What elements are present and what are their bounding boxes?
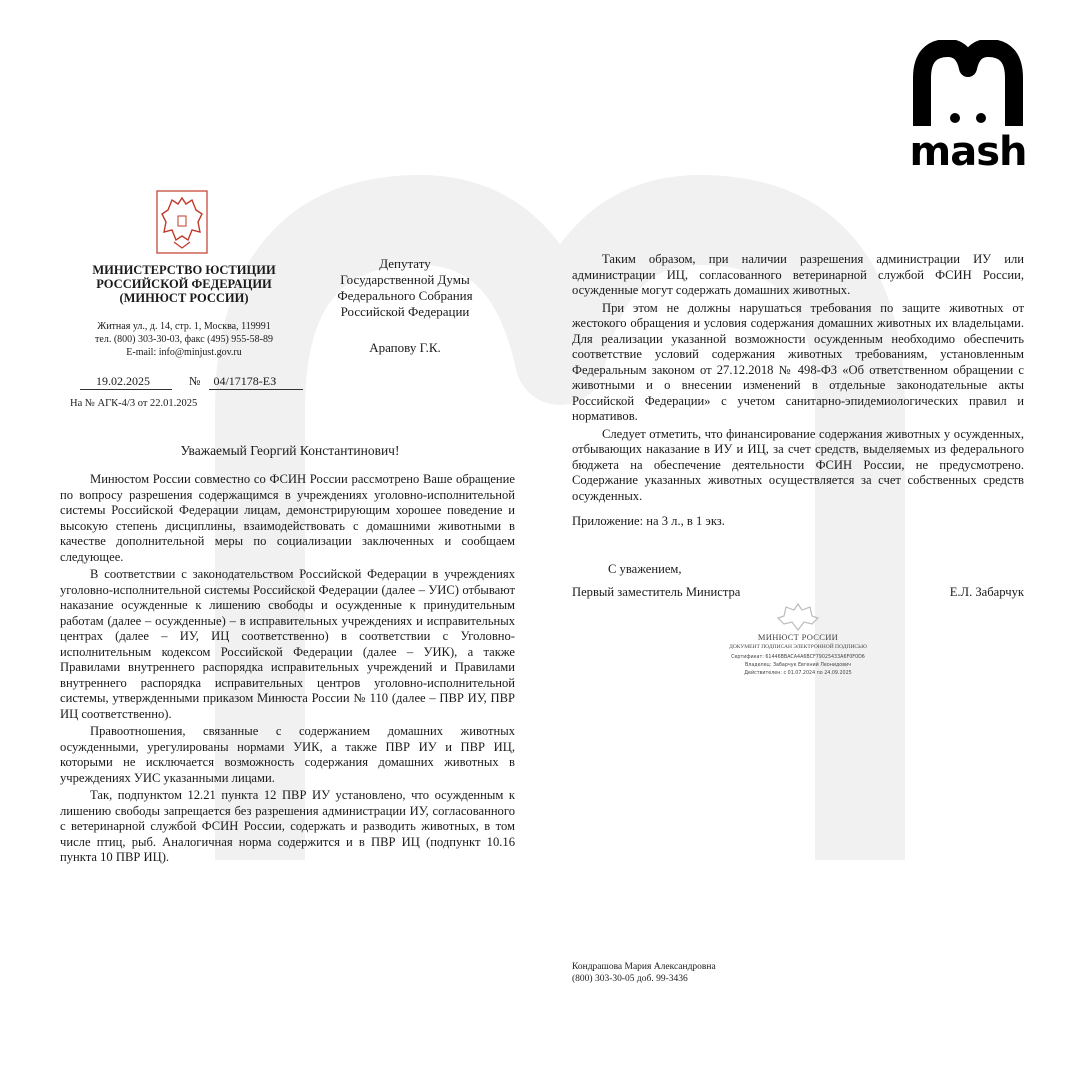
- executor-info: [572, 961, 716, 985]
- letter-body-left: [60, 472, 515, 868]
- signer-name: Е.Л. Забарчук: [949, 585, 1024, 599]
- ministry-header: [80, 263, 288, 305]
- paragraph: В соответствии с законодательством Российской Федерации в учреждениях уголовно-исполнительной системы Российской Федерации (далее – УИС) отбывают наказание осужденные к лишению свободы и осужденные к принудительным работам (далее – осужденные) – в исправительных учреждениях и исправительных центрах (далее – ИУ, ИЦ соответственно) в соответствии с Уголовно-исполнительным кодексом Российской Федерации (далее – УИК), а также Правилами внутреннего распорядка исправительных учреждений и Правилами внутреннего распорядка исправительных центров уголовно-исполнительной системы, утвержденными приказом Минюста России № 110 (далее – ПВР ИУ, ПВР ИЦ соответственно).: [60, 567, 515, 721]
- addressee-line: Государственной Думы: [340, 272, 470, 287]
- paragraph: Минюстом России совместно со ФСИН России рассмотрено Ваше обращение по вопросу разрешения содержащимся в учреждениях уголовно-исполнительной системы Российской Федерации лицам, демонстрирующим хорошее поведение и высокую степень дисциплины, взаимодействовать с домашними животными в качестве дополнительной меры по социализации заключенных и сообщаем следующее.: [60, 472, 515, 564]
- ministry-line: РОССИЙСКОЙ ФЕДЕРАЦИИ: [96, 277, 272, 291]
- addressee-line: Федерального Собрания: [337, 288, 473, 303]
- address-line: тел. (800) 303-30-03, факс (495) 955-58-89: [95, 334, 273, 345]
- paragraph: Таким образом, при наличии разрешения администрации ИУ или администрации ИЦ, согласованного ветеринарной службой ФСИН России, осужденные могут содержать домашних животных.: [572, 252, 1024, 297]
- addressee-line: Российской Федерации: [340, 304, 470, 319]
- paragraph: Так, подпунктом 12.21 пункта 12 ПВР ИУ установлено, что осужденным к лишению свободы запрещается без разрешения администрации ИУ, согласованного с ветеринарной службой ФСИН России, содержать и разводить животных, в том числе птиц, рыб. Аналогичная норма содержится и в ПВР ИЦ (подпункт 10.16 пункта 10 ПВР ИЦ).: [60, 788, 515, 864]
- executor-name: Кондрашова Мария Александровна: [572, 962, 716, 972]
- registration-line: [80, 374, 303, 390]
- reference-line: На № АГК-4/3 от 22.01.2025: [70, 398, 198, 409]
- stamp-certificate: Сертификат: 61446BBACA4A6BCF79025433A6F0F0D6: [731, 655, 865, 660]
- stamp-owner: Владелец: Забарчук Евгений Леонидович: [744, 663, 852, 668]
- number-sign: №: [189, 374, 201, 388]
- stamp-org: МИНЮСТ РОССИИ: [757, 632, 839, 642]
- addressee-line: Депутату: [379, 256, 431, 271]
- executor-phone: (800) 303-30-05 доб. 99-3436: [572, 974, 688, 984]
- mash-logo: [908, 40, 1028, 180]
- signer-title: Первый заместитель Министра: [572, 585, 741, 599]
- paragraph: Следует отметить, что финансирование содержания животных у осужденных, отбывающих наказание в ИУ и ИЦ, за счет средств, выделяемых из федерального бюджета на обеспечение деятельности ФСИН России, не предусмотрено. Содержание указанных животных осуществляется за счет собственных средств осужденных.: [572, 426, 1024, 503]
- document-number: 04/17178-ЕЗ: [209, 374, 303, 390]
- letter-body-right: [572, 252, 1024, 506]
- ministry-address: [70, 320, 298, 359]
- document-date: 19.02.2025: [80, 374, 172, 390]
- electronic-signature-stamp: [718, 602, 878, 694]
- address-line: E-mail: info@minjust.gov.ru: [126, 347, 242, 358]
- ministry-line: МИНИСТЕРСТВО ЮСТИЦИИ: [92, 263, 276, 277]
- ministry-line: (МИНЮСТ РОССИИ): [119, 291, 249, 305]
- addressee-block: [300, 256, 510, 356]
- stamp-emblem-icon: [774, 602, 822, 632]
- paragraph: Правоотношения, связанные с содержанием домашних животных осужденными, урегулированы нормами УИК, а также ПВР ИУ и ПВР ИЦ, которыми не исключается возможность содержания домашних животных в учреждениях УИС указанными лицами.: [60, 724, 515, 785]
- logo-wordmark: mash: [909, 129, 1027, 175]
- paragraph: При этом не должны нарушаться требования по защите животных от жестокого обращения и условия содержания домашних животных их владельцами. Для реализации указанной возможности осужденным необходимо обеспечить соответствие условий содержания животных требованиям, установленным Федеральным законом от 27.12.2018 № 498-ФЗ «Об ответственном обращении с животными и о внесении изменений в отдельные законодательные акты Российской Федерации» с учетом санитарно-эпидемиологических правил и нормативов.: [572, 300, 1024, 423]
- addressee-name: Арапову Г.К.: [369, 340, 441, 355]
- stamp-caption: ДОКУМЕНТ ПОДПИСАН ЭЛЕКТРОННОЙ ПОДПИСЬЮ: [729, 644, 867, 650]
- appendix-note: Приложение: на 3 л., в 1 экз.: [572, 514, 725, 528]
- stamp-validity: Действителен: с 01.07.2024 по 24.09.2025: [744, 671, 852, 676]
- greeting: Уважаемый Георгий Константинович!: [180, 443, 400, 458]
- address-line: Житная ул., д. 14, стр. 1, Москва, 119991: [97, 321, 271, 332]
- closing-regards: С уважением,: [608, 562, 682, 576]
- coat-of-arms-icon: [156, 190, 208, 254]
